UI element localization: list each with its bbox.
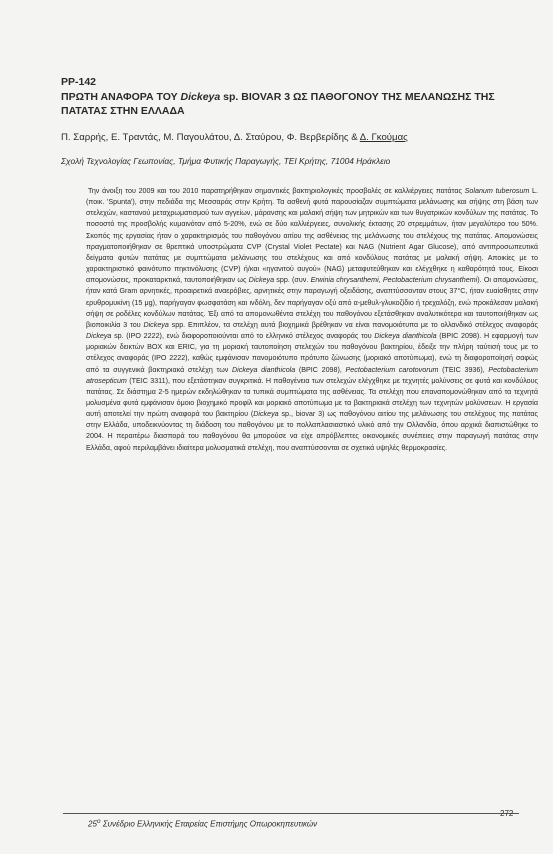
abstract-text: spp. Επιπλέον, τα στελέχη αυτά βιοχημικά βρέθηκαν να είναι πανομοιότυπα με το ολλανδικό στέλεχος αναφοράς [168,320,538,329]
abstract-italic-term: Dickeya dianthicola [374,332,437,341]
authors-text: Π. Σαρρής, Ε. Τραντάς, Μ. Παγουλάτου, Δ. Σταύρου, Φ. Βερβερίδης & [61,132,360,143]
footer-divider [63,813,519,814]
abstract-italic-term: Erwinia chrysanthemi, Pectobacterium chrysanthemi [310,276,478,285]
title-genus: Dickeya [180,91,221,103]
abstract-text: spp. (συν. [274,276,311,285]
paper-title [61,90,531,118]
abstract-italic-term: Dickeya dianthicola [232,365,296,374]
author-list [61,132,408,143]
footer-conference-name: Συνέδριο Ελληνικής Εταιρείας Επιστήμης Οπωροκηπευτικών [100,819,318,829]
affiliation: Σχολή Τεχνολογίας Γεωπονίας, Τμήμα Φυτικής Παραγωγής, ΤΕΙ Κρήτης, 71004 Ηράκλειο [61,156,391,166]
abstract-text: (TEIC 3311), που εξετάστηκαν συγκριτικά. Η παθογένεια των στελεχών ελέγχθηκε με τεχνητές μολύνσεις σε φυτά και κονδύλους πατάτας. Σε διάστημα 2-5 ημερών εκδηλώθηκαν τα τυπικά συμπτώματα της ασθένειας. Τα στελέχη που επαναπομονώθηκαν από τα τεχνητά μολυσμένα φυτά εμφάνισαν όμοιο βιοχημικό προφίλ και μοριακό αποτύπωμα με τα βακτηριακά στελέχη των τεχνητών μολύνσεων. Η εργασία αυτή αποτελεί την πρώτη αναφορά του βακτηρίου ( [86,376,538,419]
paper-code: PP-142 [61,76,97,88]
abstract-text: sp., biovar 3) ως παθογόνου αιτίου της μελάνωσης του στελέχους της πατάτας στην Ελλάδα, υποδεικνύοντας τη διάδοση του παθογόνου με το πολλαπλασιαστικό υλικό από την Ολλανδία, όπου αρχικά διαπιστώθηκε το 2004. Η περαιτέρω διασπορά του παθογόνου θα μπορούσε να είχε απρόβλεπτες οικονομικές συνέπειες στην παραγωγή πατάτας στην Ελλάδα, αφού περιλαμβάνει ιδιαίτερα μολυσματικά στελέχη, που αναπτύσσονται σε σχετικά υψηλές θερμοκρασίες. [86,410,538,452]
abstract-text: ). Οι απομονώσεις, ήταν κατά Gram αρνητικές, προαιρετικά αναερόβιες, αρνητικές στην παραγωγή οξειδάσης, αναπτύσσονταν στους 37°C, ήταν ευαίσθητες στην ερυθρομυκίνη (15 μg), παρήγαγαν φωσφατάση και ινδόλη, δεν παρήγαγαν οξύ από α-μεθυλ-γλυκοζίδιο ή τρεχαλόζη, ενώ προκάλεσαν μαλακή σήψη σε ροδέλες κονδύλων πατάτας. Έξι από τα απομονωθέντα στελέχη του παθογόνου εξετάσθηκαν αναλυτικότερα και ταυτοποιήθηκαν ως βιοποικιλία 3 του [86,276,539,329]
abstract-italic-term: Pectobacterium carotovorum [345,365,439,374]
abstract-italic-term: Dickeya [248,276,275,285]
abstract-text: L. (ποικ. 'Spunta'), στην πεδιάδα της Μεσσαράς στην Κρήτη. Τα ασθενή φυτά παρουσίαζαν συμπτώματα μελάνωσης και σήψης στη βάση των στελεχών, καστανού μεταχρωματισμού των αγγείων, μάρανσης και μαλακή σήψη των μητρικών και των θυγατρικών κονδύλων της πατάτας. Το ποσοστό της προσβολής κυμαινόταν από 5-20%, ενώ σε δύο καλλιέργειες, συνολικής έκτασης 20 στρεμμάτων, ήταν μεγαλύτερο του 50%. Σκοπός της εργασίας ήταν ο χαρακτηρισμός του παθογόνου αιτίου της ασθένειας της μελάνωσης του στελέχους της πατάτας. Απομονώσεις πραγματοποιήθηκαν σε θρεπτικά υποστρώματα CVP (Crystal Violet Pectate) και NAG (Nutrient Agar Glucose), από αντιπροσωπευτικά δείγματα φυτών πατάτας με συμπτώματα μελάνωσης του στελέχους και από κονδύλους πατάτας με μαλακή σήψη. Αποικίες με το χαρακτηριστικό φαινότυπο πηκτινόλυσης (CVP) ή/και «ηγανιτού αυγού» (NAG) μεταφυτεύθηκαν και ελέγχθηκε η καθαρότητά τους. Είκοσι απομονώσεις, προκαταρκτικά, ταυτοποιήθηκαν ως [86,187,538,285]
abstract-italic-term: Dickeya [143,320,169,329]
footer-ordinal: 25 [88,819,97,829]
page-number: 272 [500,809,514,818]
abstract-text: (BPIC 2098), [295,365,346,374]
corresponding-author: Δ. Γκούμας [359,132,408,143]
abstract-italic-term: Pectobacterium atrosepticum [86,365,539,385]
abstract-italic-term: Dickeya [253,410,279,419]
abstract-text: Την άνοιξη του 2009 και του 2010 παρατηρήθηκαν σημαντικές βακτηριολογικές προσβολές σε καλλιέργειες πατάτας [88,187,465,195]
abstract-text: (BPIC 2098). Η εφαρμογή των μοριακών δεικτών BOX και ERIC, για τη μοριακή ταυτοποίηση στελεχών του παθογόνου βακτηρίου, έδειξε την πλήρη ταύτισή τους με το στέλεχος αναφοράς (IPO 2222), καθώς εμφάνισαν πανομοιότυπο πρότυπο ζώνωσης (μοριακό αποτύπωμα), ενώ τη διαφοροποίησή σαφώς από τα συγγενικά βακτηριακά στελέχη των [86,332,538,374]
footer-conference [88,818,317,829]
abstract-body [86,186,538,454]
abstract-text: sp. (IPO 2222), ενώ διαφοροποιούνται από το ελληνικό στέλεχος αναφοράς του [111,332,375,341]
title-part-1: ΠΡΩΤΗ ΑΝΑΦΟΡΑ ΤΟΥ [61,91,181,103]
title-part-2: sp. BIOVAR 3 ΩΣ ΠΑΘΟΓΟΝΟΥ ΤΗΣ ΜΕΛΑΝΩΣΗΣ ΤΗΣ ΠΑΤΑΤΑΣ ΣΤΗΝ ΕΛΛΑΔΑ [61,91,495,117]
abstract-italic-term: Dickeya [86,332,112,341]
abstract-text: (TEIC 3936), [438,365,489,374]
footer-ordinal-suffix: ο [96,818,101,825]
abstract-italic-term: Solanum tuberosum [464,187,530,195]
